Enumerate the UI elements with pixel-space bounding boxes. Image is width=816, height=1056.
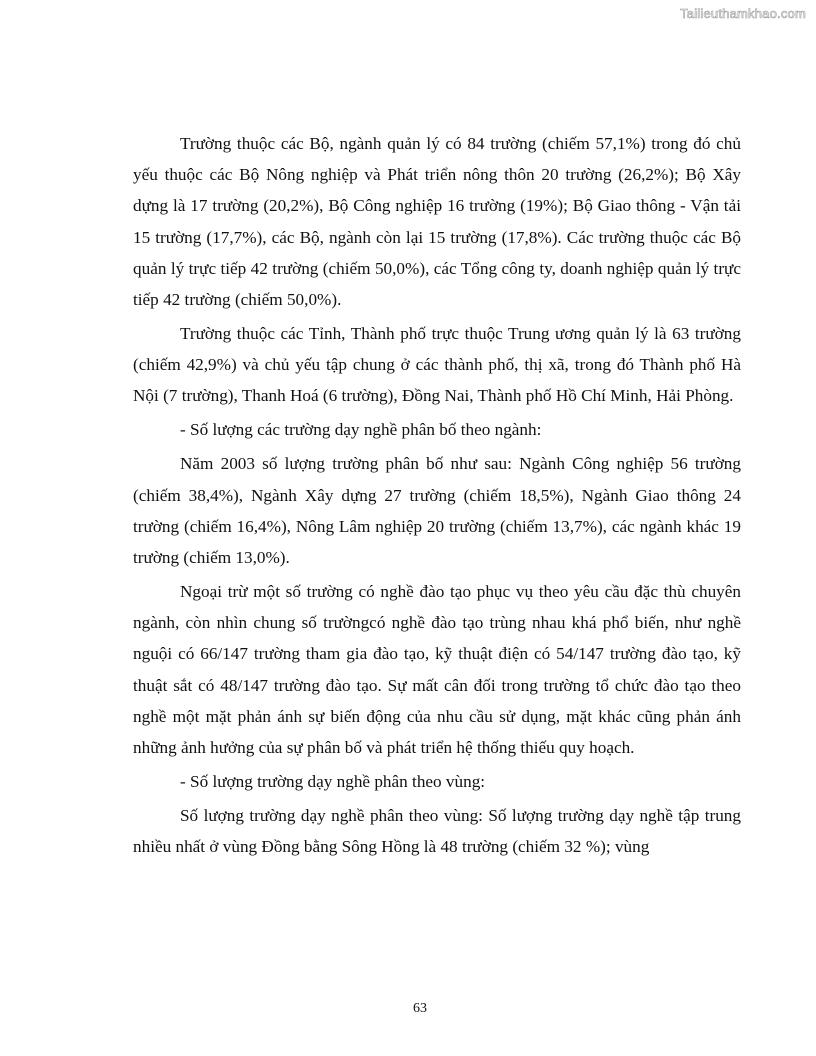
- paragraph-provincial-schools: Trường thuộc các Tỉnh, Thành phố trực thuộc Trung ương quản lý là 63 trường (chiếm 42,9%) và chủ yếu tập chung ở các thành phố, thị xã, trong đó Thành phố Hà Nội (7 trường), Thanh Hoá (6 trường), Đồng Nai, Thành phố Hồ Chí Minh, Hải Phòng.: [133, 324, 741, 406]
- heading-by-sector: - Số lượng các trường dạy nghề phân bố theo ngành:: [180, 420, 542, 440]
- paragraph-sector-distribution: Năm 2003 số lượng trường phân bố như sau: Ngành Công nghiệp 56 trường (chiếm 38,4%), Ngành Xây dựng 27 trường (chiếm 18,5%), Ngành Giao thông 24 trường (chiếm 16,4%), Nông Lâm nghiệp 20 trường (chiếm 13,7%), các ngành khác 19 trường (chiếm 13,0%).: [133, 454, 741, 568]
- paragraph-ministry-schools: Trường thuộc các Bộ, ngành quản lý có 84 trường (chiếm 57,1%) trong đó chủ yếu thuộc các Bộ Nông nghiệp và Phát triển nông thôn 20 trường (26,2%); Bộ Xây dựng là 17 trường (20,2%), Bộ Công nghiệp 16 trường (19%); Bộ Giao thông - Vận tải 15 trường (17,7%), các Bộ, ngành còn lại 15 trường (17,8%). Các trường thuộc các Bộ quản lý trực tiếp 42 trường (chiếm 50,0%), các Tổng công ty, doanh nghiệp quản lý trực tiếp 42 trường (chiếm 50,0%).: [133, 134, 741, 310]
- heading-by-region: - Số lượng trường dạy nghề phân theo vùng:: [180, 772, 486, 792]
- document-body: [133, 128, 741, 865]
- watermark-logo: Tailieuthamkhao.com: [680, 6, 806, 21]
- paragraph-region-distribution: Số lượng trường dạy nghề phân theo vùng: Số lượng trường dạy nghề tập trung nhiều nhất ở vùng Đồng bằng Sông Hồng là 48 trường (chiếm 32 %); vùng: [133, 806, 741, 857]
- page-number: 63: [413, 1001, 427, 1016]
- paragraph-overlapping-trades: Ngoại trừ một số trường có nghề đào tạo phục vụ theo yêu cầu đặc thù chuyên ngành, còn nhìn chung số trườngcó nghề đào tạo trùng nhau khá phổ biến, như nghề nguội có 66/147 trường tham gia đào tạo, kỹ thuật điện có 54/147 trường đào tạo, kỹ thuật sắt có 48/147 trường đào tạo. Sự mất cân đối trong trường tổ chức đào tạo theo nghề một mặt phản ánh sự biến động của nhu cầu sử dụng, mặt khác cũng phản ánh những ảnh hưởng của sự phân bố và phát triển hệ thống thiếu quy hoạch.: [133, 582, 741, 758]
